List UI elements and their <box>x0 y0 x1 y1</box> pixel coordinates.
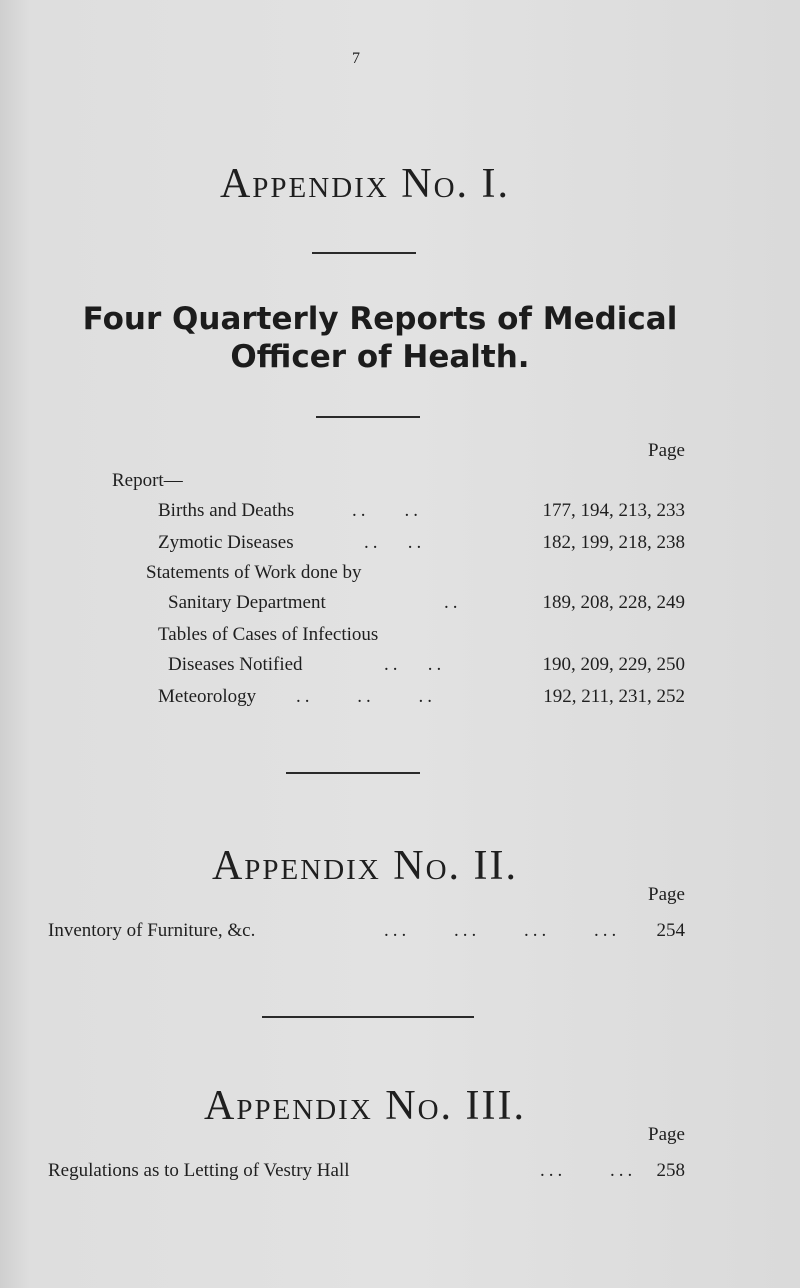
entry-label: Statements of Work done by <box>146 562 362 583</box>
entry-pages: 182, 199, 218, 238 <box>542 532 685 553</box>
leader-dots: .. .. <box>384 654 446 675</box>
entry-label: Births and Deaths <box>158 500 295 521</box>
leader-dots: ... ... <box>540 1160 637 1181</box>
entry-label: Zymotic Diseases <box>158 532 294 553</box>
appendix-2-heading: Appendix No. II. <box>211 843 519 889</box>
entry-pages: 177, 194, 213, 233 <box>542 500 685 521</box>
divider <box>316 416 420 418</box>
entry-pages: 190, 209, 229, 250 <box>542 654 685 675</box>
entry-label-continued: Diseases Notified <box>168 654 303 675</box>
entry-page: 254 <box>656 920 685 941</box>
entry-pages: 192, 211, 231, 252 <box>543 686 685 707</box>
appendix-1-subtitle <box>40 300 720 376</box>
page-column-label: Page <box>648 884 685 905</box>
entry-label: Regulations as to Letting of Vestry Hall <box>48 1160 350 1181</box>
leader-dots: ... ... ... ... <box>384 920 621 941</box>
entry-pages: 189, 208, 228, 249 <box>542 592 685 613</box>
report-section-label: Report— <box>112 470 183 491</box>
subtitle-line-1: Four Quarterly Reports of Medical <box>82 301 678 337</box>
page-column-label: Page <box>648 1124 685 1145</box>
appendix-1-heading: Appendix No. I. <box>219 161 511 207</box>
entry-page: 258 <box>656 1160 685 1181</box>
entry-label: Inventory of Furniture, &c. <box>48 920 256 941</box>
entry-label: Meteorology <box>158 686 257 707</box>
subtitle-line-2: Officer of Health. <box>230 339 530 375</box>
appendix-3-heading: Appendix No. III. <box>203 1083 527 1129</box>
leader-dots: .. <box>444 592 462 613</box>
divider <box>286 772 420 774</box>
divider <box>262 1016 474 1018</box>
leader-dots: .. .. <box>364 532 426 553</box>
page-column-label: Page <box>648 440 685 461</box>
leader-dots: .. .. <box>352 500 422 521</box>
divider <box>312 252 416 254</box>
entry-label: Tables of Cases of Infectious <box>158 624 379 645</box>
leader-dots: .. .. .. <box>296 686 436 707</box>
folio-number: 7 <box>352 50 360 67</box>
entry-label-continued: Sanitary Department <box>168 592 326 613</box>
